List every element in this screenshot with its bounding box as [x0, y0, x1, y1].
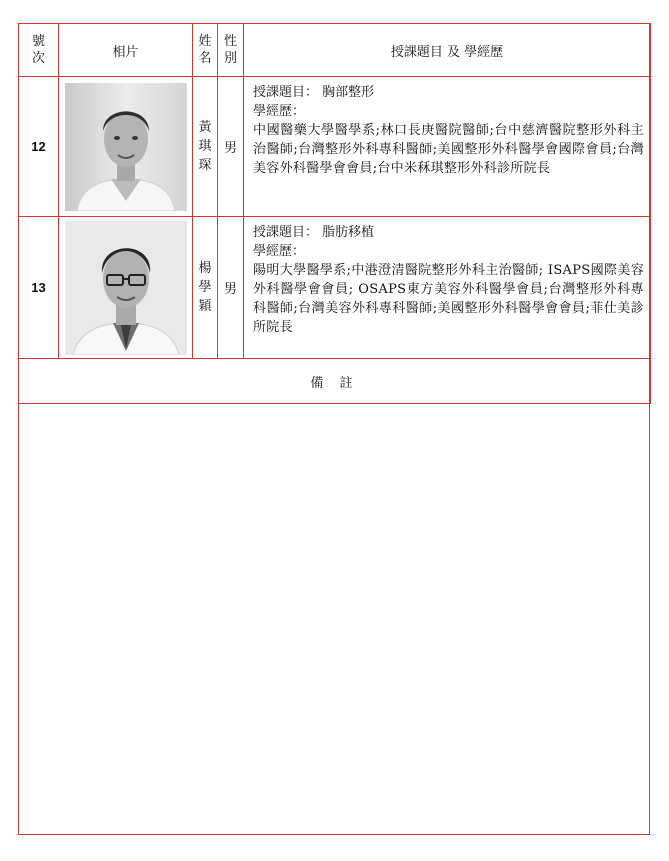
header-photo: 相片	[59, 24, 193, 77]
topic-value: 脂肪移植	[322, 225, 375, 240]
portrait-photo-icon	[65, 221, 187, 355]
row-info	[244, 77, 651, 217]
header-sex	[218, 24, 244, 77]
header-info: 授課題目 及 學經歷	[244, 24, 651, 77]
header-row	[19, 24, 651, 77]
portrait-photo-icon	[65, 83, 187, 211]
row-name	[193, 217, 218, 359]
row-sex: 男	[218, 77, 244, 217]
topic-line	[253, 223, 644, 242]
topic-label: 授課題目：	[253, 85, 319, 100]
topic-line	[253, 83, 644, 102]
row-number: 13	[19, 217, 59, 359]
remarks-row	[19, 359, 651, 404]
remarks-label: 備 註	[19, 359, 651, 404]
row-sex: 男	[218, 217, 244, 359]
row-info	[244, 217, 651, 359]
header-sex-text: 性 別	[223, 34, 237, 66]
edu-text: 中國醫藥大學醫學系;林口長庚醫院醫師;台中慈濟醫院整形外科主治醫師;台灣整形外科專科醫師;美國整形外科醫學會國際會員;台灣美容外科醫學會會員;台中米秝琪整形外科診所院長	[253, 123, 644, 176]
row-number: 12	[19, 77, 59, 217]
remarks-area	[18, 404, 650, 835]
header-name	[193, 24, 218, 77]
row-name	[193, 77, 218, 217]
table-row	[19, 77, 651, 217]
header-number-text: 號 次	[31, 34, 45, 66]
photo-cell	[59, 217, 193, 359]
instructor-table	[18, 23, 651, 404]
photo-cell	[59, 77, 193, 217]
edu-label: 學經歷：	[253, 104, 306, 119]
table-row	[19, 217, 651, 359]
header-name-text: 姓 名	[198, 34, 212, 66]
header-number	[19, 24, 59, 77]
topic-value: 胸部整形	[322, 85, 375, 100]
row-name-text: 楊 學 穎	[198, 261, 212, 314]
edu-text: 陽明大學醫學系;中港澄清醫院整形外科主治醫師; ISAPS國際美容外科醫學會會員; OSAPS東方美容外科醫學會員;台灣整形外科專科醫師;台灣美容外科專科醫師;美國整形外科醫學會會員;菲仕美診所院長	[253, 263, 644, 335]
edu-label: 學經歷：	[253, 244, 306, 259]
row-name-text: 黃 琪 琛	[198, 120, 212, 173]
topic-label: 授課題目：	[253, 225, 319, 240]
